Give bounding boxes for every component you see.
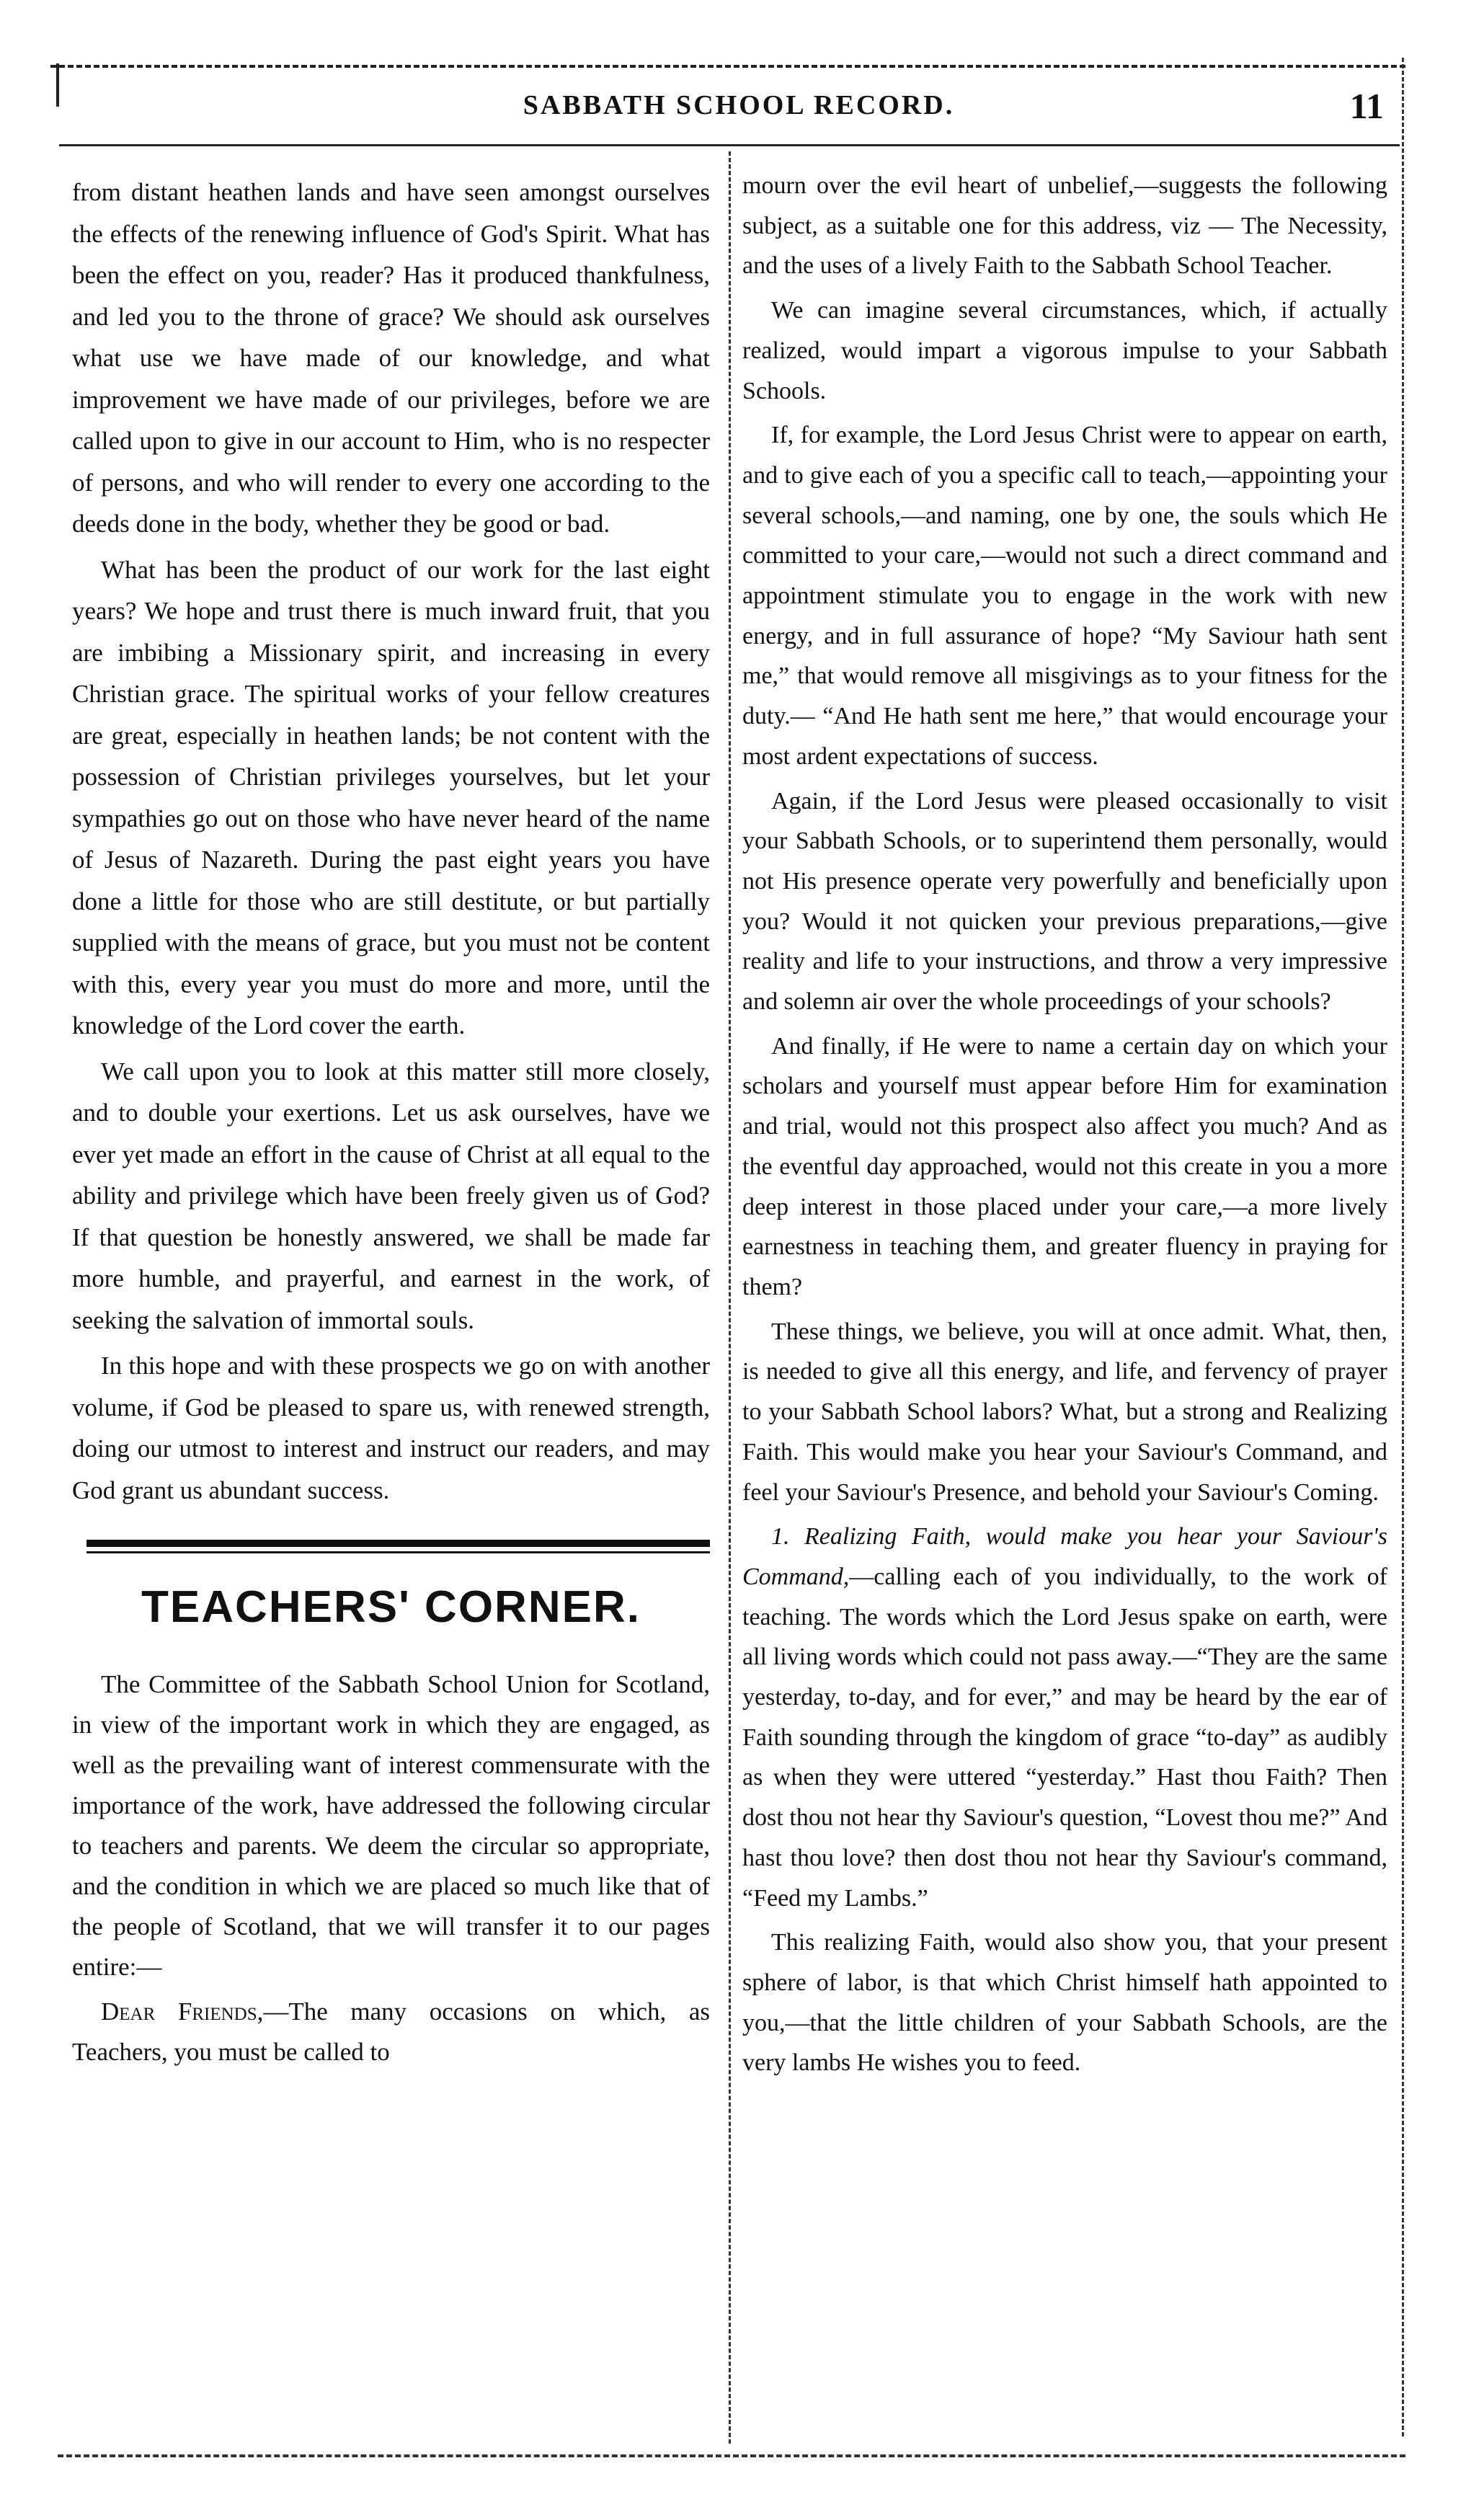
section-heading: TEACHERS' CORNER. — [141, 1582, 641, 1632]
right-column — [742, 166, 1387, 2088]
numbered-point-1 — [742, 1517, 1387, 1918]
column-divider — [729, 151, 731, 2444]
left-column — [72, 172, 710, 2077]
page-number: 11 — [1349, 86, 1384, 126]
publication-title: SABBATH SCHOOL RECORD. — [523, 90, 955, 120]
right-paragraph-1: mourn over the evil heart of unbelief,—suggests the following subject, as a suitable one for this address, viz — The Necessity, and the uses of a lively Faith to the Sabbath School Teacher. — [742, 172, 1387, 280]
section-thick-rule — [86, 1540, 710, 1547]
teachers-corner-intro: The Committee of the Sabbath School Union for Scotland, in view of the important work in which they are engaged, as well as the prevailing want of interest commensurate with the importance of the work, have addressed the following circular to teachers and parents. We deem the circular so appropriate, and the condition in which we are placed so much like that of the people of Scotland, that we will transfer it to our pages entire:— — [72, 1670, 710, 1981]
left-paragraph-1: from distant heathen lands and have seen amongst ourselves the effects of the renewing influence of God's Spirit. What has been the effect on you, reader? Has it produced thankfulness, and led you to the throne of grace? We should ask ourselves what use we have made of our knowledge, and what improvement we have made of our privileges, before we are called upon to give in our account to Him, who is no respecter of persons, and who will render to every one according to the deeds done in the body, whether they be good or bad. — [72, 178, 710, 538]
numbered-point-text: —calling each of you individually, to the work of teaching. The words which the Lord Jesus spake on earth, were all living words which could not pass away.—“They are the same yesterday, to-day, and for ever,” and may be heard by the ear of Faith sounding through the kingdom of grace “to-day” as audibly as when they were uttered “yesterday.” Hast thou Faith? Then dost thou not hear thy Saviour's question, “Lovest thou me?” And hast thou love? then dost thou not hear thy Saviour's command, “Feed my Lambs.” — [742, 1563, 1387, 1912]
letter-opening — [72, 1992, 710, 2072]
right-frame-rule — [1402, 58, 1404, 2436]
right-paragraph-3: If, for example, the Lord Jesus Christ were to appear on earth, and to give each of you a specific call to teach,—appointing your several schools,—and naming, one by one, the souls which He committed to your care,—would not such a direct command and appointment stimulate you to engage in the work with new energy, and in full assurance of hope? “My Saviour hath sent me,” that would remove all misgivings as to your fitness for the duty.— “And He hath sent me here,” that would encourage your most ardent expectations of success. — [742, 422, 1387, 770]
right-paragraph-5: And finally, if He were to name a certain day on which your scholars and yourself must appear before Him for examination and trial, would not this prospect also affect you much? And as the eventful day approached, would not this create in you a more deep interest in those placed under your care,—a more lively earnestness in teaching them, and greater fluency in praying for them? — [742, 1032, 1387, 1300]
left-frame-rule — [56, 63, 59, 107]
right-paragraph-4: Again, if the Lord Jesus were pleased occasionally to visit your Sabbath Schools, or to superintend them personally, would not His presence operate very powerfully and beneficially upon you? Would it not quicken your previous preparations,—give reality and life to your instructions, and throw a very impressive and solemn air over the whole proceedings of your schools? — [742, 787, 1387, 1016]
left-paragraph-3: We call upon you to look at this matter still more closely, and to double your exertions. Let us ask ourselves, have we ever yet made an effort in the cause of Christ at all equal to the ability and privilege which have been freely given us of God? If that question be honestly answered, we shall be made far more humble, and prayerful, and earnest in the work, of seeking the salvation of immortal souls. — [72, 1057, 710, 1334]
right-paragraph-6: These things, we believe, you will at once admit. What, then, is needed to give all this energy, and life, and fervency of prayer to your Sabbath School labors? What, but a strong and Realizing Faith. This would make you hear your Saviour's Command, and feel your Saviour's Presence, and behold your Saviour's Coming. — [742, 1318, 1387, 1506]
numbered-point-lead: 1. Realizing Faith, would make you hear your Saviour's Command, — [742, 1523, 1387, 1590]
left-paragraph-4: In this hope and with these prospects we go on with another volume, if God be pleased to spare us, with renewed strength, doing our utmost to interest and instruct our readers, and may God grant us abundant success. — [72, 1352, 710, 1504]
running-head — [79, 85, 1398, 143]
letter-salutation: Dear Friends, — [101, 1997, 264, 2026]
right-paragraph-2: We can imagine several circumstances, which, if actually realized, would impart a vigorous impulse to your Sabbath Schools. — [742, 297, 1387, 404]
bottom-border-rule — [58, 2454, 1405, 2457]
section-thin-rule — [86, 1551, 710, 1553]
right-closing-paragraph: This realizing Faith, would also show you, that your present sphere of labor, is that which Christ himself hath appointed to you,—that the little children of your Sabbath Schools, are the very lambs He wishes you to feed. — [742, 1929, 1387, 2077]
top-border-rule — [50, 65, 1405, 68]
header-rule — [59, 144, 1400, 146]
letter-opening-text: —The many occasions on which, as Teachers, you must be called to — [72, 1997, 710, 2066]
left-paragraph-2: What has been the product of our work for the last eight years? We hope and trust there is much inward fruit, that you are imbibing a Missionary spirit, and increasing in every Christian grace. The spiritual works of your fellow creatures are great, especially in heathen lands; be not content with the possession of Christian privileges yourselves, but let your sympathies go out on those who have never heard of the name of Jesus of Nazareth. During the past eight years you have done a little for those who are still destitute, or but partially supplied with the means of grace, but you must not be content with this, every year you must do more and more, until the knowledge of the Lord cover the earth. — [72, 555, 710, 1039]
